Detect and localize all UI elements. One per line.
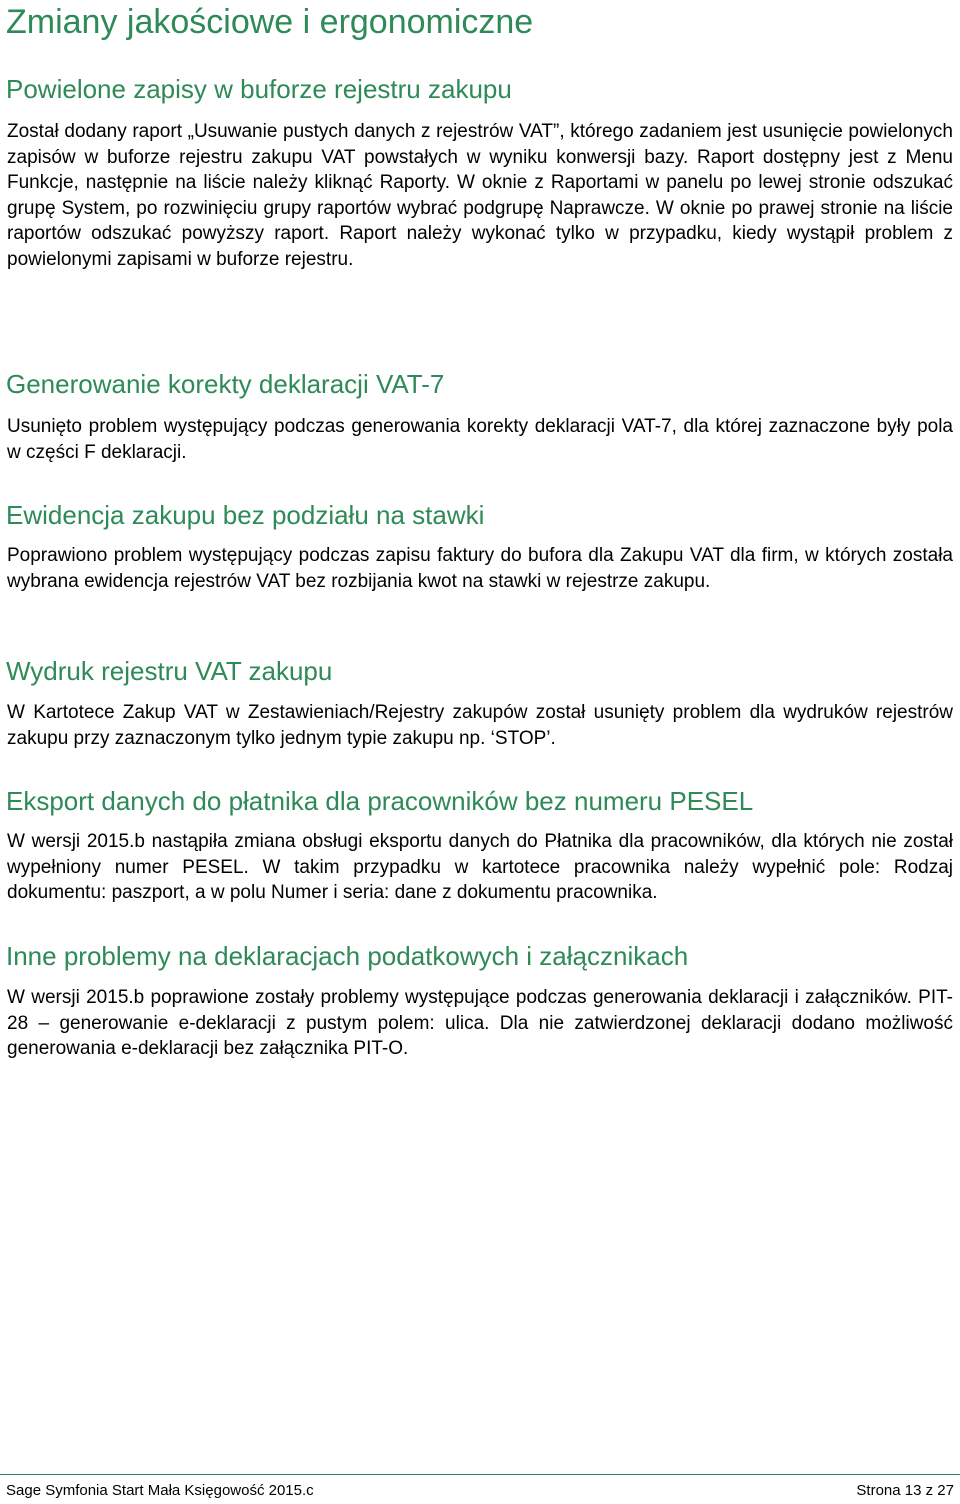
section-heading-payer-export: Eksport danych do płatnika dla pracowników bez numeru PESEL xyxy=(6,786,754,816)
section-body-purchase-register: Poprawiono problem występujący podczas zapisu faktury do bufora dla Zakupu VAT dla firm, w których została wybrana ewidencja rejestrów VAT bez rozbijania kwot na stawki w rejestrze zakupu. xyxy=(7,545,953,592)
footer-page-number: Strona 13 z 27 xyxy=(856,1482,954,1499)
section-body-vat-printout: W Kartotece Zakup VAT w Zestawieniach/Rejestry zakupów został usunięty problem dla wydruków rejestrów zakupu przy zaznaczonym tylko jednym typie zakupu np. ‘STOP’. xyxy=(7,702,953,749)
section-heading-vat7-correction: Generowanie korekty deklaracji VAT-7 xyxy=(6,369,445,399)
section-body-duplicate-entries: Został dodany raport „Usuwanie pustych danych z rejestrów VAT”, którego zadaniem jest usunięcie powielonych zapisów w buforze rejestru zakupu VAT powstałych w wyniku konwersji bazy. Raport dostępny jest z Menu Funkcje, następnie na liście należy kliknąć Raporty. W oknie z Raportami w panelu po lewej stronie odszukać grupę System, po rozwinięciu grupy raportów wybrać podgrupę Naprawcze. W oknie po prawej stronie na liście raportów odszukać powyższy raport. Raport należy wykonać tylko w przypadku, kiedy wystąpił problem z powielonymi zapisami w buforze rejestru. xyxy=(7,121,953,270)
section-body-vat7-correction: Usunięto problem występujący podczas generowania korekty deklaracji VAT-7, dla której zaznaczone były pola w części F deklaracji. xyxy=(7,416,953,463)
section-heading-vat-printout: Wydruk rejestru VAT zakupu xyxy=(6,656,333,686)
section-body-payer-export: W wersji 2015.b nastąpiła zmiana obsługi eksportu danych do Płatnika dla pracowników, dla których nie został wypełniony numer PESEL. W takim przypadku w kartotece pracownika należy wypełnić pole: Rodzaj dokumentu: paszport, a w polu Numer i seria: dane z dokumentu pracownika. xyxy=(7,831,953,903)
footer-product-name: Sage Symfonia Start Mała Księgowość 2015.c xyxy=(6,1482,314,1499)
section-heading-tax-declarations: Inne problemy na deklaracjach podatkowych i załącznikach xyxy=(6,941,689,971)
section-heading-duplicate-entries: Powielone zapisy w buforze rejestru zakupu xyxy=(6,74,512,104)
footer-divider xyxy=(0,1474,960,1475)
section-heading-purchase-register: Ewidencja zakupu bez podziału na stawki xyxy=(6,500,485,530)
page-title: Zmiany jakościowe i ergonomiczne xyxy=(6,3,534,41)
section-body-tax-declarations: W wersji 2015.b poprawione zostały problemy występujące podczas generowania deklaracji i załączników. PIT-28 – generowanie e-deklaracji z pustym polem: ulica. Dla nie zatwierdzonej deklaracji dodano możliwość generowania e-deklaracji bez załącznika PIT-O. xyxy=(7,987,953,1059)
